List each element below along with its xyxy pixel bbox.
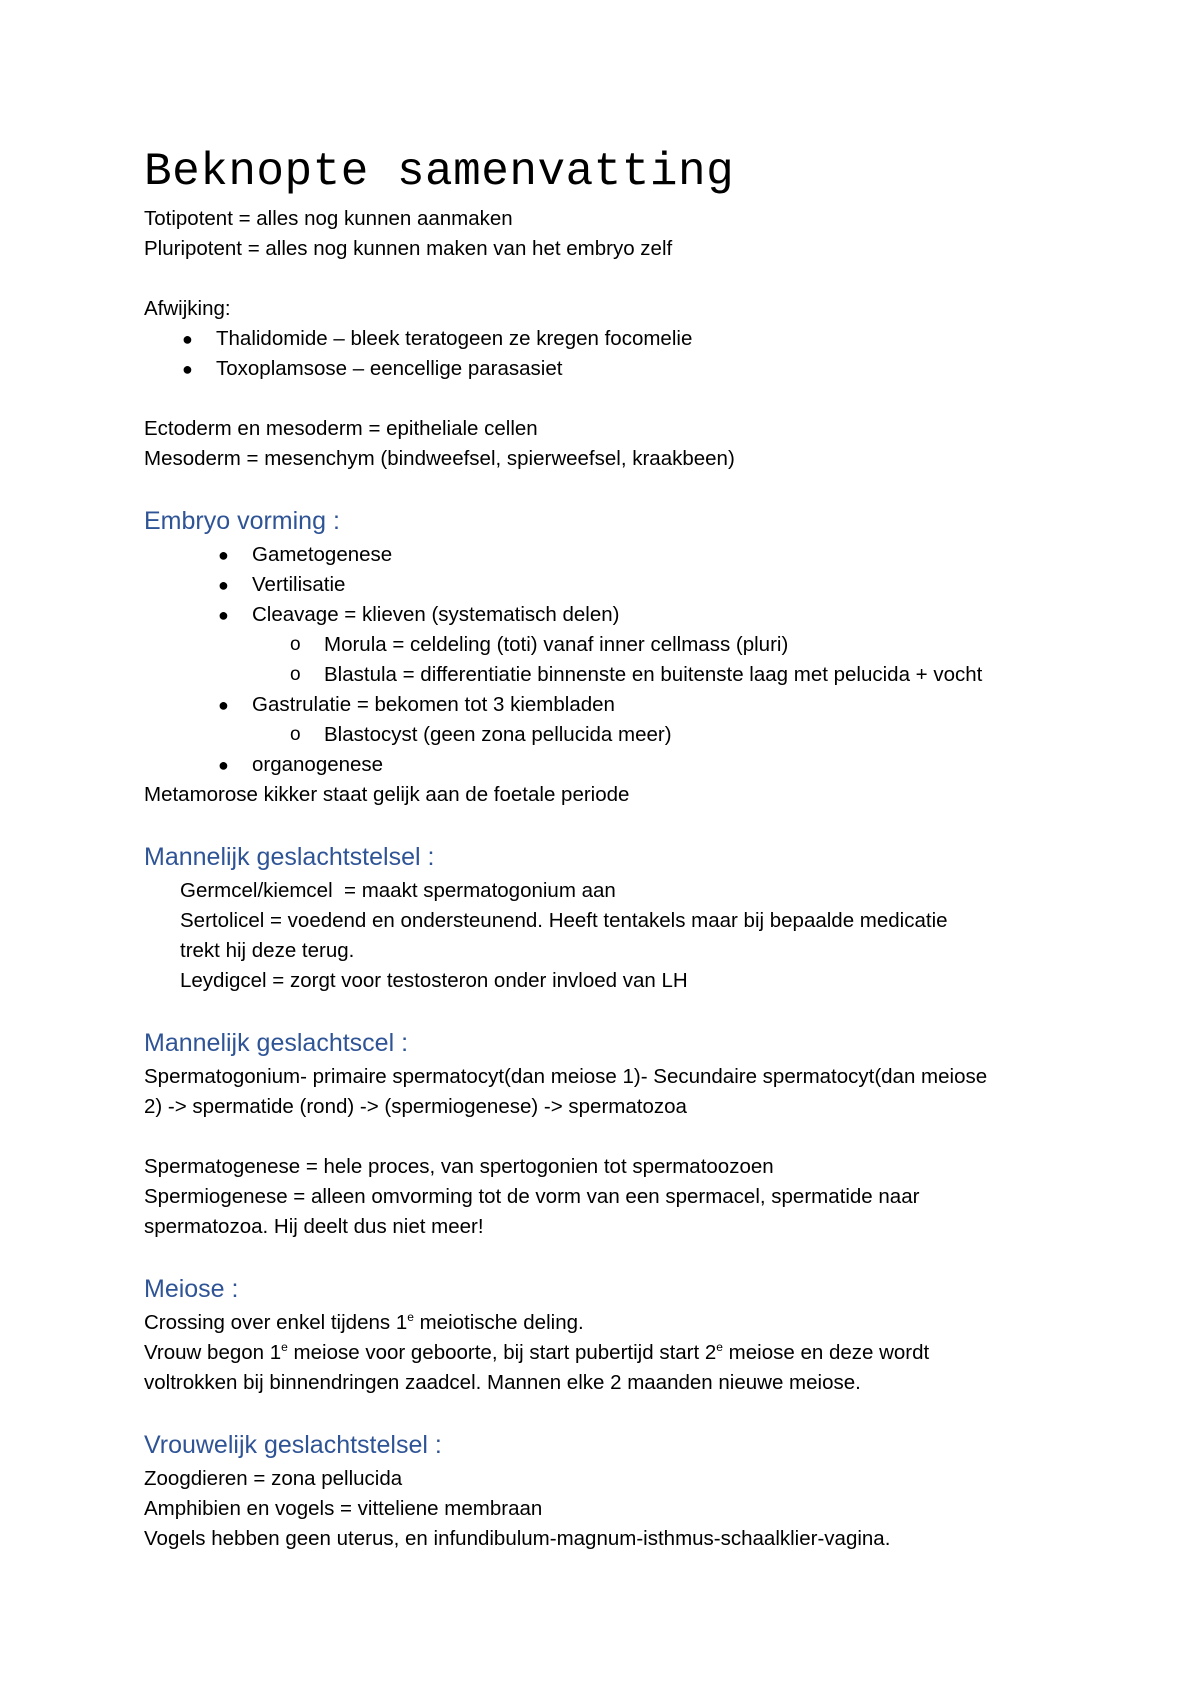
bullet-disc-icon: ● bbox=[182, 359, 193, 379]
text-line: Metamorose kikker staat gelijk aan de foetale periode bbox=[144, 783, 630, 806]
bullet-disc-icon: ● bbox=[218, 755, 229, 775]
bullet-disc-icon: ● bbox=[218, 605, 229, 625]
section-heading-meiose: Meiose : bbox=[144, 1275, 239, 1303]
afwijking-list bbox=[144, 324, 1064, 384]
list-item: ● Gametogenese bbox=[144, 540, 1064, 570]
text-line: Pluripotent = alles nog kunnen maken van het embryo zelf bbox=[144, 237, 673, 260]
list-item: ● Cleavage = klieven (systematisch delen) bbox=[144, 600, 1064, 630]
text-line: Sertolicel = voedend en ondersteunend. Heeft tentakels maar bij bepaalde medicatie bbox=[180, 909, 948, 932]
text-line: Germcel/kiemcel = maakt spermatogonium aan bbox=[180, 879, 616, 902]
text-line: Totipotent = alles nog kunnen aanmaken bbox=[144, 207, 513, 230]
bullet-disc-icon: ● bbox=[218, 545, 229, 565]
text-line: trekt hij deze terug. bbox=[180, 939, 355, 962]
text-line: Spermiogenese = alleen omvorming tot de vorm van een spermacel, spermatide naar bbox=[144, 1185, 920, 1208]
text-line: Vogels hebben geen uterus, en infundibulum-magnum-isthmus-schaalklier-vagina. bbox=[144, 1527, 891, 1550]
bullet-disc-icon: ● bbox=[218, 575, 229, 595]
list-item: ● Vertilisatie bbox=[144, 570, 1064, 600]
text-line: voltrokken bij binnendringen zaadcel. Mannen elke 2 maanden nieuwe meiose. bbox=[144, 1371, 861, 1394]
text-line: 2) -> spermatide (rond) -> (spermiogenese) -> spermatozoa bbox=[144, 1095, 687, 1118]
text-line: Crossing over enkel tijdens 1e meiotische deling. bbox=[144, 1310, 584, 1334]
text-line: Vrouw begon 1e meiose voor geboorte, bij start pubertijd start 2e meiose en deze wordt bbox=[144, 1340, 930, 1364]
text-line: Afwijking: bbox=[144, 297, 231, 320]
list-item: o Blastocyst (geen zona pellucida meer) bbox=[144, 720, 1064, 750]
bullet-disc-icon: ● bbox=[218, 695, 229, 715]
bullet-circle-icon: o bbox=[290, 634, 301, 655]
text-line: spermatozoa. Hij deelt dus niet meer! bbox=[144, 1215, 484, 1238]
list-item: ● Gastrulatie = bekomen tot 3 kiembladen bbox=[144, 690, 1064, 720]
text-line: Mesoderm = mesenchym (bindweefsel, spierweefsel, kraakbeen) bbox=[144, 447, 735, 470]
bullet-circle-icon: o bbox=[290, 664, 301, 685]
list-item: ● organogenese bbox=[144, 750, 1064, 780]
text-line: Leydigcel = zorgt voor testosteron onder invloed van LH bbox=[180, 969, 688, 992]
section-heading-mannelijk-stelsel: Mannelijk geslachtstelsel : bbox=[144, 843, 435, 871]
section-heading-embryo: Embryo vorming : bbox=[144, 507, 340, 535]
bullet-disc-icon: ● bbox=[182, 329, 193, 349]
embryo-list bbox=[144, 540, 1064, 780]
document-title: Beknopte samenvatting bbox=[144, 146, 735, 198]
document-content bbox=[144, 146, 1064, 1554]
bullet-circle-icon: o bbox=[290, 724, 301, 745]
list-item: o Blastula = differentiatie binnenste en buitenste laag met pelucida + vocht bbox=[144, 660, 1064, 690]
list-item: ● Toxoplamsose – eencellige parasasiet bbox=[144, 354, 1064, 384]
section-heading-vrouwelijk: Vrouwelijk geslachtstelsel : bbox=[144, 1431, 442, 1459]
text-line: Ectoderm en mesoderm = epitheliale cellen bbox=[144, 417, 538, 440]
text-line: Zoogdieren = zona pellucida bbox=[144, 1467, 403, 1490]
text-line: Amphibien en vogels = vitteliene membraan bbox=[144, 1497, 543, 1520]
text-line: Spermatogonium- primaire spermatocyt(dan meiose 1)- Secundaire spermatocyt(dan meiose bbox=[144, 1065, 988, 1088]
list-item: o Morula = celdeling (toti) vanaf inner cellmass (pluri) bbox=[144, 630, 1064, 660]
list-item: ● Thalidomide – bleek teratogeen ze kregen focomelie bbox=[144, 324, 1064, 354]
text-line: Spermatogenese = hele proces, van spertogonien tot spermatoozoen bbox=[144, 1155, 774, 1178]
section-heading-mannelijk-cel: Mannelijk geslachtscel : bbox=[144, 1029, 409, 1057]
